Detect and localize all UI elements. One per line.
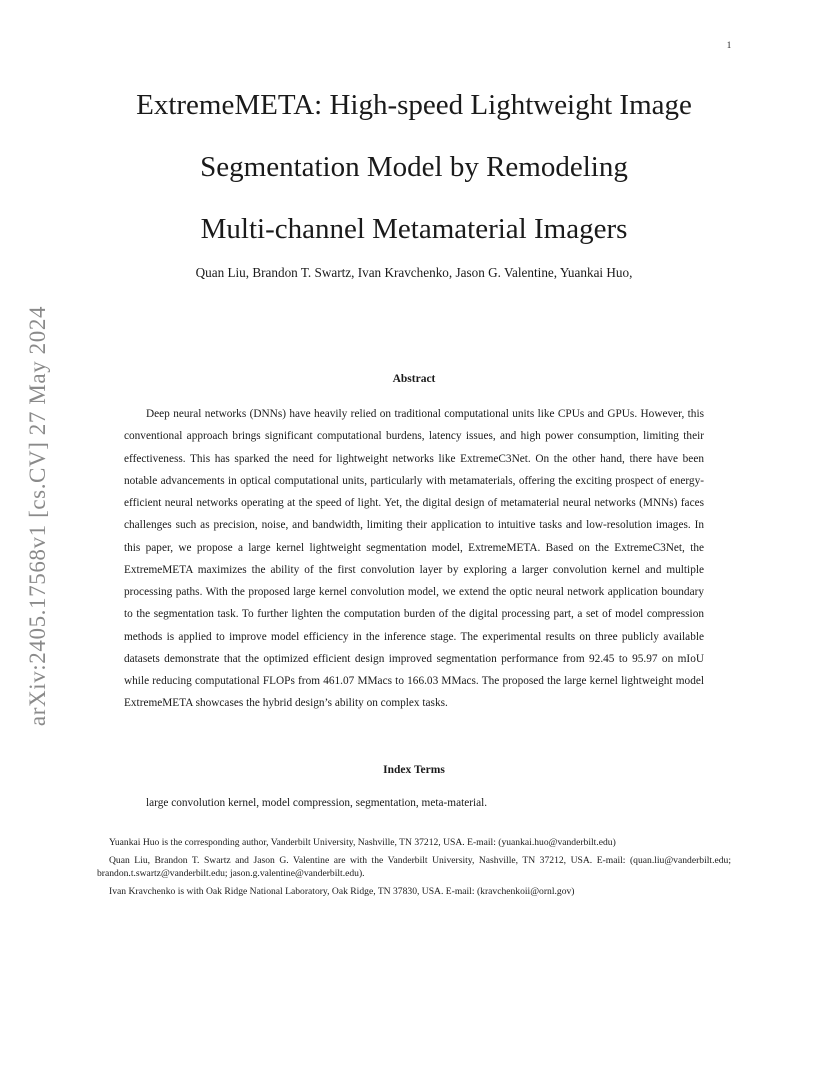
arxiv-identifier-text: arXiv:2405.17568v1 [cs.CV] 27 May 2024 <box>25 305 50 727</box>
author-list: Quan Liu, Brandon T. Swartz, Ivan Kravchenko, Jason G. Valentine, Yuankai Huo, <box>195 265 633 280</box>
title-line: Segmentation Model by Remodeling <box>200 151 628 183</box>
footnote-vanderbilt-affiliation: Quan Liu, Brandon T. Swartz and Jason G. Valentine are with the Vanderbilt University, Nashville, TN 37212, USA. E-mail: (quan.liu@vanderbilt.edu; brandon.t.swartz@vanderbilt.edu; jason.g.valentine@vanderbilt.edu). <box>97 854 731 879</box>
abstract-heading: Abstract <box>392 373 436 385</box>
footnote-corresponding-author: Yuankai Huo is the corresponding author, Vanderbilt University, Nashville, TN 37212, USA. E-mail: (yuankai.huo@vanderbilt.edu) <box>109 837 616 848</box>
abstract-text: Deep neural networks (DNNs) have heavily relied on traditional computational units like CPUs and GPUs. However, this conventional approach brings significant computational burdens, latency issues, and high power consumption, limiting their effectiveness. This has sparked the need for lightweight networks like ExtremeC3Net. On the other hand, there have been notable advancements in optical computational units, particularly with metamaterials, offering the exciting prospect of energy-efficient neural networks operating at the speed of light. Yet, the digital design of metamaterial neural networks (MNNs) faces challenges such as precision, noise, and bandwidth, limiting their application to intuitive tasks and low-resolution images. In this paper, we propose a large kernel lightweight segmentation model, ExtremeMETA. Based on the ExtremeC3Net, the ExtremeMETA maximizes the ability of the first convolution layer by exploring a larger convolution kernel and multiple processing paths. With the proposed large kernel convolution model, we extend the optic neural network application boundary to the segmentation task. To further lighten the computation burden of the digital processing part, a set of model compression methods is applied to improve model efficiency in the inference stage. The experimental results on three publicly available datasets demonstrate that the optimized efficient design improved segmentation performance from 92.45 to 95.97 on mIoU while reducing computational FLOPs from 461.07 MMacs to 166.03 MMacs. The proposed the large kernel lightweight model ExtremeMETA showcases the hybrid design’s ability on complex tasks. <box>124 408 704 710</box>
paper-title <box>84 74 744 260</box>
author-footnotes <box>97 836 731 903</box>
index-terms-heading: Index Terms <box>383 764 445 776</box>
footnote-ornl-affiliation: Ivan Kravchenko is with Oak Ridge National Laboratory, Oak Ridge, TN 37830, USA. E-mail: (kravchenkoii@ornl.gov) <box>109 885 575 897</box>
arxiv-identifier-stamp <box>18 274 58 758</box>
title-line: ExtremeMETA: High-speed Lightweight Image <box>136 89 692 121</box>
title-line: Multi-channel Metamaterial Imagers <box>200 213 628 245</box>
index-terms-text: large convolution kernel, model compression, segmentation, meta-material. <box>146 797 488 809</box>
page-number: 1 <box>726 40 732 50</box>
